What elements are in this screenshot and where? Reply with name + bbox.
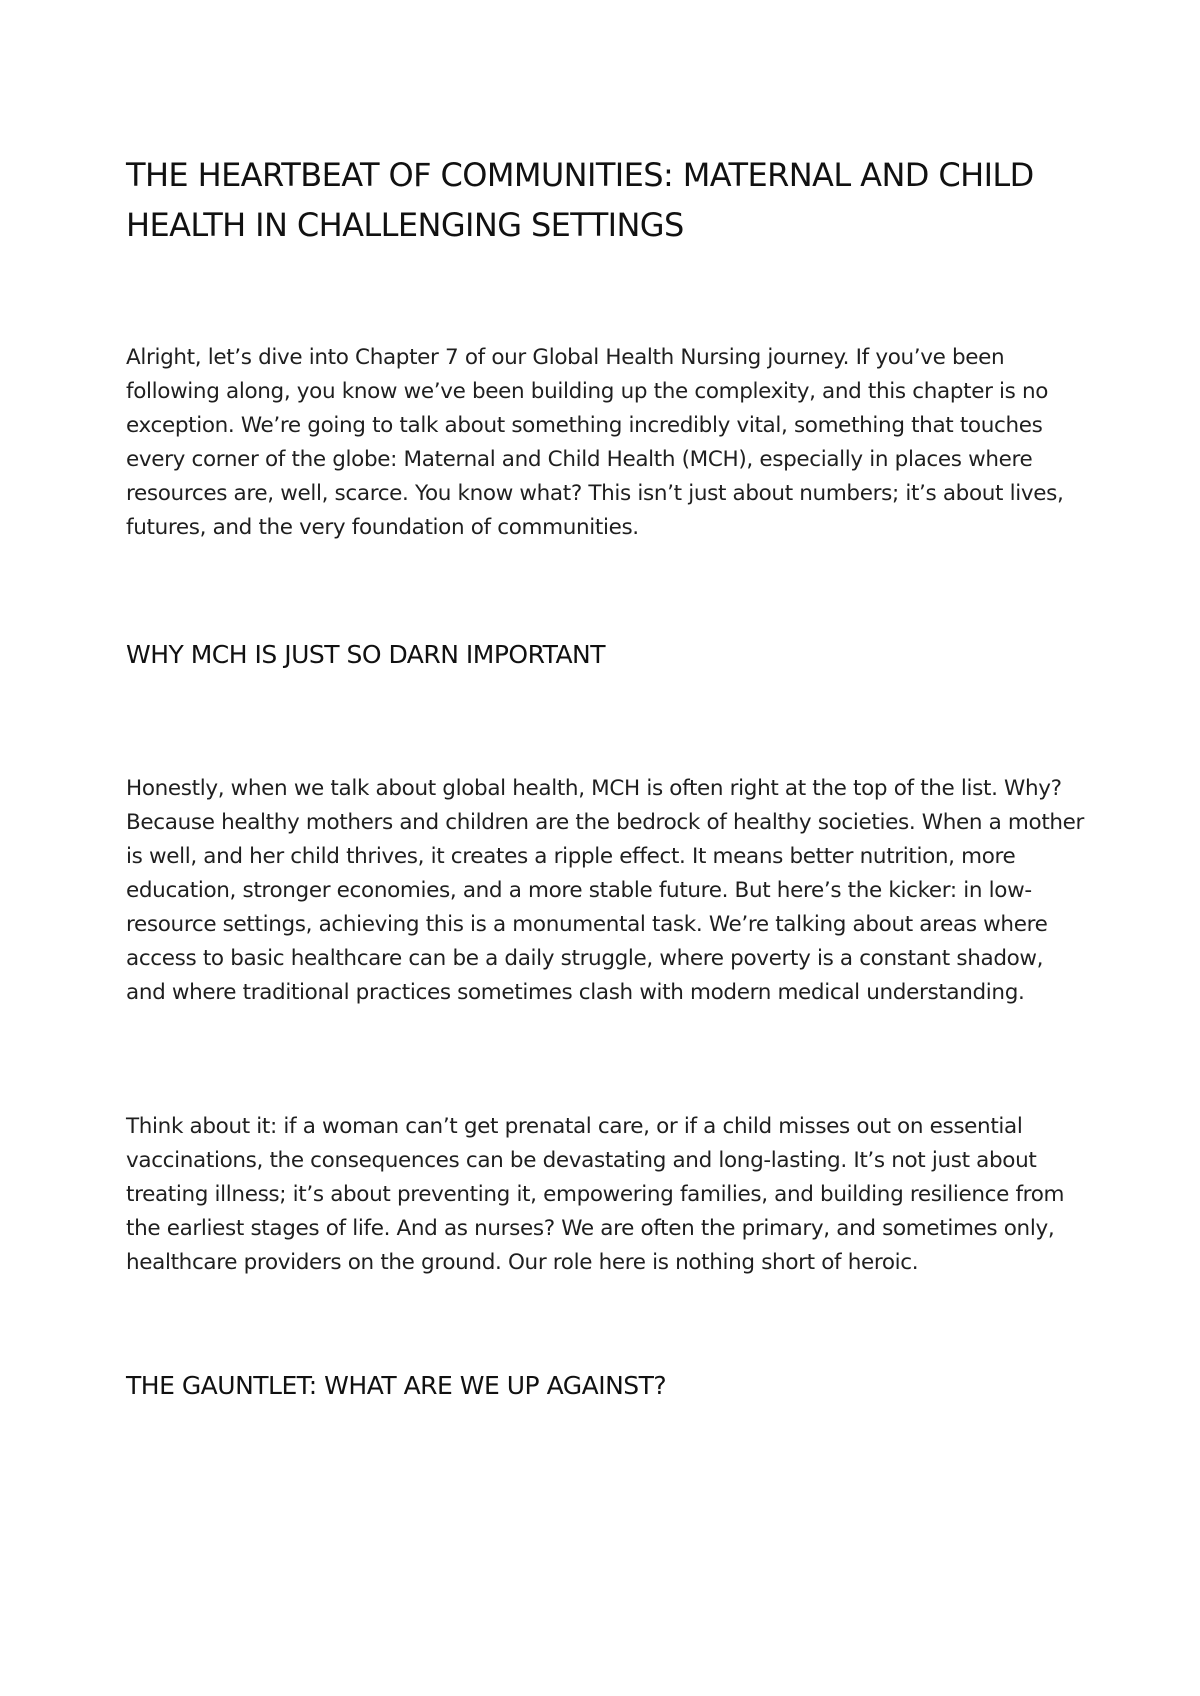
section-heading-gauntlet: THE GAUNTLET: WHAT ARE WE UP AGAINST?: [126, 1371, 667, 1400]
intro-paragraph: Alright, let’s dive into Chapter 7 of our Global Health Nursing journey. If you’ve been following along, you know we’ve been building up the complexity, and this chapter is no exception. We’re going to talk about something incredibly vital, something that touches every corner of the globe: Maternal and Child Health (MCH), especially in places where resources are, well, scarce. You know what? This isn’t just about numbers; it’s about lives, futures, and the very foundation of communities.: [126, 345, 1064, 540]
document-title: THE HEARTBEAT OF COMMUNITIES: MATERNAL AND CHILD HEALTH IN CHALLENGING SETTINGS: [126, 156, 1034, 244]
document-page: [126, 150, 1086, 1403]
section-paragraph: Honestly, when we talk about global health, MCH is often right at the top of the list. Why? Because healthy mothers and children are the bedrock of healthy societies. When a mother is well, and her child thrives, it creates a ripple effect. It means better nutrition, more education, stronger economies, and a more stable future. But here’s the kicker: in low-resource settings, achieving this is a monumental task. We’re talking about areas where access to basic healthcare can be a daily struggle, where poverty is a constant shadow, and where traditional practices sometimes clash with modern medical understanding.: [126, 776, 1085, 1005]
section-paragraph: Think about it: if a woman can’t get prenatal care, or if a child misses out on essential vaccinations, the consequences can be devastating and long-lasting. It’s not just about treating illness; it’s about preventing it, empowering families, and building resilience from the earliest stages of life. And as nurses? We are often the primary, and sometimes only, healthcare providers on the ground. Our role here is nothing short of heroic.: [126, 1114, 1065, 1275]
section-heading-why-mch: WHY MCH IS JUST SO DARN IMPORTANT: [126, 640, 606, 669]
